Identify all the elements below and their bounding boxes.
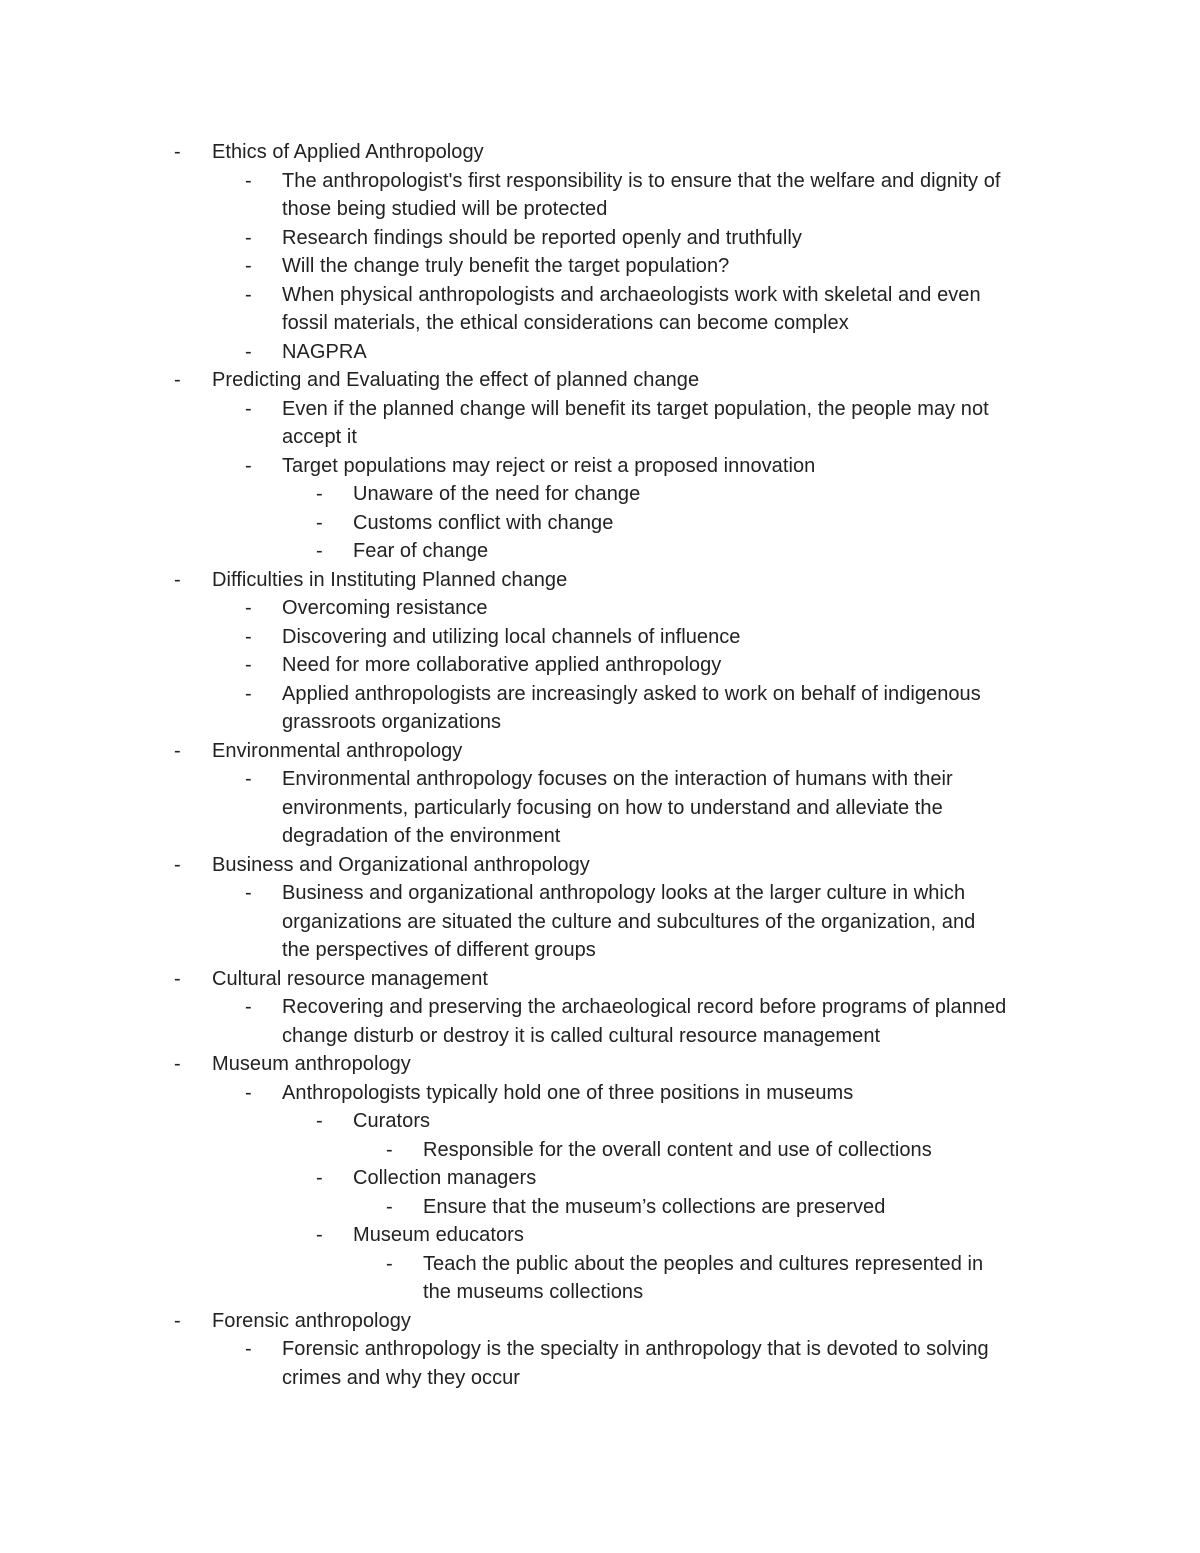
bullet-dash: - [386,1195,393,1218]
outline-text: Need for more collaborative applied anthropology [282,654,722,676]
outline-item-level-0 [0,566,1200,595]
outline-line-continuation [0,423,1200,452]
outline-item-level-3 [0,1136,1200,1165]
outline-item-level-1 [0,879,1200,908]
outline-item-level-1 [0,395,1200,424]
outline-item-level-1 [0,167,1200,196]
outline-text: Fear of change [353,540,489,562]
bullet-dash: - [316,540,323,562]
bullet-dash: - [245,654,252,676]
outline-item-level-2 [0,1107,1200,1136]
outline-line-continuation [0,1022,1200,1051]
outline-item-level-1 [0,338,1200,367]
outline-text: Applied anthropologists are increasingly asked to work on behalf of indigenous [282,682,981,705]
bullet-dash: - [174,369,181,391]
outline-text: accept it [282,426,357,448]
bullet-dash: - [245,255,252,277]
outline-text: Business and organizational anthropology looks at the larger culture in which [282,882,966,904]
outline-text: Predicting and Evaluating the effect of planned change [212,369,700,391]
outline-text: change disturb or destroy it is called cultural resource management [282,1024,881,1047]
bullet-dash: - [316,1224,323,1246]
outline-item-level-1 [0,281,1200,310]
outline-text: the museums collections [423,1281,644,1303]
outline-item-level-1 [0,594,1200,623]
outline-line-continuation [0,1364,1200,1393]
outline-text: Teach the public about the peoples and cultures represented in [423,1252,984,1275]
bullet-dash: - [316,1167,323,1189]
outline-text: Forensic anthropology is the specialty in anthropology that is devoted to solving [282,1338,989,1360]
outline-item-level-1 [0,680,1200,709]
outline-text: Ensure that the museum’s collections are preserved [423,1195,886,1218]
outline-text: Customs conflict with change [353,511,614,534]
outline-text: Discovering and utilizing local channels of influence [282,625,741,648]
bullet-dash: - [174,967,181,990]
outline-text: Museum educators [353,1224,524,1246]
bullet-dash: - [245,454,252,477]
bullet-dash: - [245,226,252,249]
outline-text: the perspectives of different groups [282,939,596,961]
outline-text: Ethics of Applied Anthropology [212,141,484,163]
outline-text: those being studied will be protected [282,198,608,220]
outline-item-level-3 [0,1250,1200,1279]
outline-text: NAGPRA [282,340,367,363]
outline-item-level-1 [0,252,1200,281]
outline-text: Collection managers [353,1167,537,1189]
outline-line-continuation [0,309,1200,338]
outline-item-level-0 [0,965,1200,994]
bullet-dash: - [386,1252,393,1275]
bullet-dash: - [174,568,181,591]
outline-item-level-0 [0,851,1200,880]
bullet-dash: - [174,853,181,876]
outline-text: Even if the planned change will benefit its target population, the people may not [282,397,989,420]
outline-text: Research findings should be reported openly and truthfully [282,226,802,249]
bullet-dash: - [245,340,252,363]
outline-text: The anthropologist's first responsibility is to ensure that the welfare and dignity of [282,169,1001,192]
bullet-dash: - [245,882,252,904]
outline-item-level-1 [0,1335,1200,1364]
outline-text: Curators [353,1110,431,1132]
outline-text: Will the change truly benefit the target population? [282,255,730,277]
outline-text: Environmental anthropology focuses on the interaction of humans with their [282,768,953,790]
outline-text: fossil materials, the ethical considerations can become complex [282,312,849,334]
outline-text: crimes and why they occur [282,1366,521,1389]
bullet-dash: - [245,1338,252,1360]
bullet-dash: - [245,625,252,648]
bullet-dash: - [174,739,181,762]
bullet-dash: - [245,283,252,306]
bullet-dash: - [174,1309,181,1332]
outline-text: Responsible for the overall content and use of collections [423,1138,932,1161]
outline-line-continuation [0,1278,1200,1307]
bullet-dash: - [316,1110,323,1132]
outline-text: Cultural resource management [212,967,488,990]
outline-item-level-1 [0,623,1200,652]
outline-text: Recovering and preserving the archaeological record before programs of planned [282,996,1007,1018]
outline-text: environments, particularly focusing on how to understand and alleviate the [282,796,943,819]
outline-text: Environmental anthropology [212,739,463,762]
bullet-dash: - [316,511,323,534]
outline-line-continuation [0,822,1200,851]
outline-text: Unaware of the need for change [353,483,641,505]
document-page [0,138,1200,1392]
bullet-dash: - [245,597,252,619]
bullet-dash: - [316,483,323,505]
outline-item-level-1 [0,1079,1200,1108]
outline-item-level-2 [0,509,1200,538]
bullet-dash: - [174,1053,181,1075]
bullet-dash: - [245,397,252,420]
outline-item-level-0 [0,138,1200,167]
outline-item-level-2 [0,480,1200,509]
bullet-dash: - [245,768,252,790]
outline-text: Business and Organizational anthropology [212,853,590,876]
outline-text: grassroots organizations [282,711,502,733]
bullet-dash: - [245,996,252,1018]
outline-line-continuation [0,794,1200,823]
outline-item-level-0 [0,1307,1200,1336]
outline-line-continuation [0,936,1200,965]
outline-text: Forensic anthropology [212,1309,411,1332]
outline-text: organizations are situated the culture and subcultures of the organization, and [282,910,976,933]
outline-text: Difficulties in Instituting Planned change [212,568,568,591]
outline-item-level-1 [0,452,1200,481]
outline-item-level-1 [0,651,1200,680]
outline-line-continuation [0,195,1200,224]
outline-item-level-0 [0,737,1200,766]
outline-text: Museum anthropology [212,1053,411,1075]
outline-text: Overcoming resistance [282,597,488,619]
outline-item-level-3 [0,1193,1200,1222]
outline-text: Anthropologists typically hold one of three positions in museums [282,1081,854,1104]
outline-item-level-1 [0,993,1200,1022]
outline-line-continuation [0,908,1200,937]
bullet-dash: - [245,1081,252,1104]
bullet-dash: - [174,141,181,163]
outline-item-level-2 [0,1221,1200,1250]
outline-item-level-2 [0,537,1200,566]
outline-line-continuation [0,708,1200,737]
outline-text: When physical anthropologists and archaeologists work with skeletal and even [282,283,981,306]
outline-item-level-1 [0,765,1200,794]
bullet-dash: - [386,1138,393,1161]
outline-item-level-0 [0,1050,1200,1079]
bullet-dash: - [245,169,252,192]
outline-text: Target populations may reject or reist a proposed innovation [282,454,816,477]
outline-item-level-2 [0,1164,1200,1193]
outline-item-level-1 [0,224,1200,253]
bullet-dash: - [245,682,252,705]
outline-text: degradation of the environment [282,825,561,847]
outline-item-level-0 [0,366,1200,395]
